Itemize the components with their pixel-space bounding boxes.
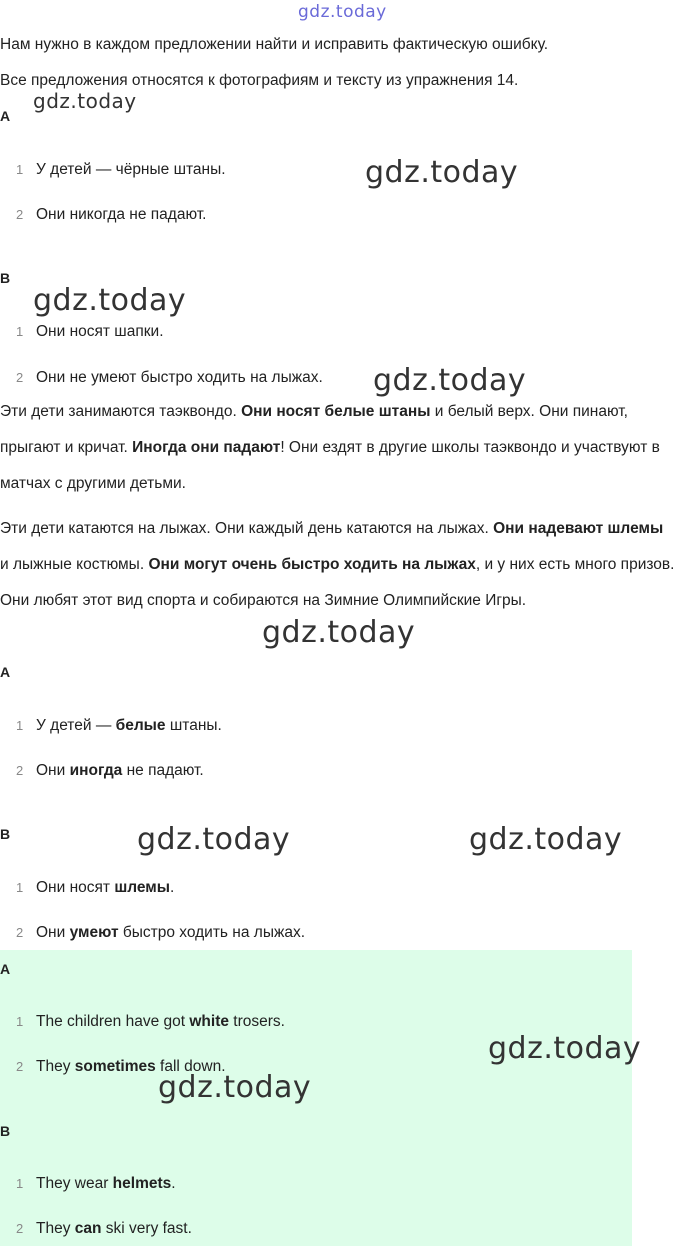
- text-segment: They: [36, 1058, 75, 1075]
- text-segment: The children have got: [36, 1013, 190, 1030]
- text-segment: .: [170, 879, 175, 896]
- bold-segment: white: [189, 1013, 229, 1030]
- answer-en-a-item-1: [16, 1012, 285, 1032]
- item-number: 2: [16, 1059, 24, 1074]
- item-number: 1: [16, 324, 24, 339]
- text-paragraph-skiing: [0, 511, 676, 619]
- text-segment: У детей —: [36, 717, 116, 734]
- text-segment: They: [36, 1220, 75, 1237]
- item-text: [36, 924, 305, 941]
- task-a-item-2: [16, 205, 206, 225]
- item-text: У детей — чёрные штаны.: [36, 161, 226, 178]
- task-section-a-label: A: [0, 108, 11, 124]
- item-number: 2: [16, 1221, 24, 1236]
- answer-ru-section-a-label: A: [0, 664, 11, 680]
- item-text: [36, 762, 204, 779]
- text-segment: быстро ходить на лыжах.: [118, 924, 306, 941]
- watermark: gdz.today: [469, 822, 623, 857]
- watermark: gdz.today: [158, 1070, 312, 1105]
- item-text: [36, 1220, 192, 1237]
- answer-ru-b-item-2: [16, 923, 305, 943]
- text-segment: и белый верх. Они пинают, прыгают и кричат.: [0, 403, 628, 456]
- answer-ru-a-item-2: [16, 761, 204, 781]
- answer-en-section-b-label: B: [0, 1123, 11, 1139]
- bold-segment: Они носят белые штаны: [241, 403, 431, 420]
- watermark: gdz.today: [373, 363, 527, 398]
- bold-segment: умеют: [69, 924, 119, 941]
- text-segment: trosers.: [229, 1013, 285, 1030]
- bold-segment: sometimes: [74, 1058, 156, 1075]
- text-segment: Эти дети занимаются таэквондо.: [0, 403, 242, 420]
- text-segment: fall down.: [155, 1058, 226, 1075]
- bold-segment: белые: [115, 717, 166, 734]
- watermark: gdz.today: [137, 822, 291, 857]
- item-text: [36, 879, 174, 896]
- item-number: 2: [16, 763, 24, 778]
- watermark: gdz.today: [488, 1031, 642, 1066]
- text-segment: Эти дети катаются на лыжах. Они каждый день катаются на лыжах.: [0, 520, 494, 537]
- text-segment: .: [171, 1175, 176, 1192]
- item-number: 1: [16, 1014, 24, 1029]
- item-number: 1: [16, 162, 24, 177]
- bold-segment: helmets: [112, 1175, 172, 1192]
- item-text: [36, 717, 222, 734]
- answer-ru-b-item-1: [16, 878, 174, 898]
- item-number: 1: [16, 1176, 24, 1191]
- english-answer-highlight: [0, 950, 632, 1246]
- item-number: 1: [16, 880, 24, 895]
- bold-segment: Иногда они падают: [132, 439, 281, 456]
- text-segment: и лыжные костюмы.: [0, 556, 149, 573]
- task-b-item-2: [16, 368, 323, 388]
- intro-line-1: Нам нужно в каждом предложении найти и исправить фактическую ошибку.: [0, 36, 549, 53]
- text-segment: штаны.: [165, 717, 222, 734]
- bold-segment: Они надевают шлемы: [493, 520, 664, 537]
- text-segment: , и у них есть много призов. Они любят этот вид спорта и собираются на Зимние Олимпийские Игры.: [0, 556, 675, 609]
- text-segment: Они: [36, 762, 70, 779]
- watermark: gdz.today: [365, 155, 519, 190]
- text-segment: не падают.: [122, 762, 204, 779]
- answer-en-b-item-1: [16, 1174, 176, 1194]
- item-number: 2: [16, 370, 24, 385]
- intro-line-2: Все предложения относятся к фотографиям и тексту из упражнения 14.: [0, 72, 519, 89]
- bold-segment: can: [74, 1220, 102, 1237]
- text-segment: Они: [36, 924, 70, 941]
- bold-segment: иногда: [69, 762, 123, 779]
- item-number: 2: [16, 207, 24, 222]
- text-paragraph-taekwondo: [0, 394, 676, 502]
- item-text: [36, 1175, 176, 1192]
- task-a-item-1: [16, 160, 226, 180]
- text-segment: ski very fast.: [101, 1220, 192, 1237]
- task-section-b-label: B: [0, 270, 11, 286]
- task-b-item-1: [16, 322, 164, 342]
- text-segment: They wear: [36, 1175, 113, 1192]
- answer-en-b-item-2: [16, 1219, 192, 1239]
- item-text: Они не умеют быстро ходить на лыжах.: [36, 369, 323, 386]
- text-segment: Они носят: [36, 879, 115, 896]
- bold-segment: шлемы: [114, 879, 170, 896]
- item-text: [36, 1013, 285, 1030]
- item-text: Они никогда не падают.: [36, 206, 207, 223]
- answer-en-section-a-label: A: [0, 961, 11, 977]
- text-segment: ! Они ездят в другие школы таэквондо и участвуют в матчах с другими детьми.: [0, 439, 660, 492]
- item-number: 2: [16, 925, 24, 940]
- answer-ru-section-b-label: B: [0, 826, 11, 842]
- item-text: Они носят шапки.: [36, 323, 164, 340]
- item-number: 1: [16, 718, 24, 733]
- watermark: gdz.today: [33, 283, 187, 318]
- watermark-top: gdz.today: [298, 2, 387, 22]
- watermark: gdz.today: [262, 615, 416, 650]
- answer-ru-a-item-1: [16, 716, 222, 736]
- watermark: gdz.today: [33, 89, 137, 113]
- bold-segment: Они могут очень быстро ходить на лыжах: [148, 556, 476, 573]
